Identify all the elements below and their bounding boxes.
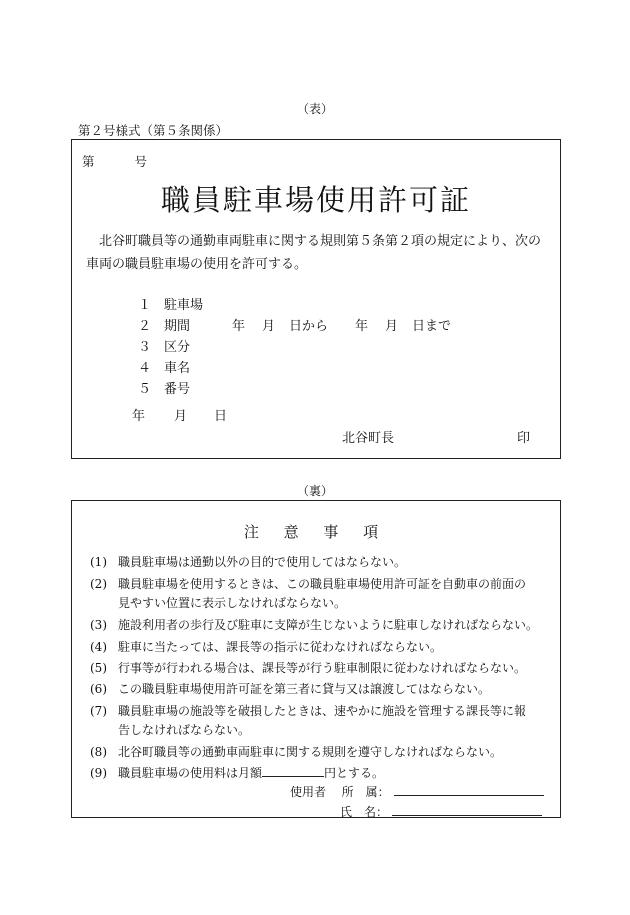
item-parking-lot: [138, 294, 203, 313]
note-item: [90, 553, 550, 572]
note-number: (2): [90, 577, 107, 591]
item-vehicle-name: [138, 357, 190, 376]
seal-mark: 印: [517, 431, 531, 446]
issue-date-year: 年: [132, 409, 146, 424]
permit-number-go: 号: [134, 154, 148, 169]
name-blank: [392, 805, 542, 816]
back-side-label: （裏）: [296, 484, 333, 498]
period-start-year: 年: [232, 319, 246, 334]
period-end-year: 年: [355, 319, 369, 334]
item-category: [138, 336, 190, 355]
affiliation-blank: [394, 785, 544, 796]
item-number: ５: [138, 382, 152, 397]
issue-date-day: 日: [214, 409, 228, 424]
notes-back-box: [71, 500, 561, 818]
note-number: (5): [90, 661, 107, 675]
item-label: 番号: [164, 382, 191, 397]
item-label: 区分: [164, 340, 191, 355]
note-item: [90, 575, 550, 613]
note-item: [90, 616, 550, 635]
note-number: (9): [90, 766, 107, 780]
affiliation-label: 所 属：: [341, 785, 390, 799]
period-end-day: 日まで: [412, 319, 452, 334]
permit-number-dai: 第: [82, 154, 95, 169]
note-item: [90, 638, 550, 657]
note-item: [90, 764, 550, 783]
note-text: 職員駐車場の施設等を破損したときは、速やかに施設を管理する課長等に報: [118, 704, 527, 718]
permit-intro-text: 北谷町職員等の通勤車両駐車に関する規則第５条第２項の規定により、次の車両の職員駐車場の使用を許可する。: [86, 234, 542, 272]
note-number: (1): [90, 555, 107, 569]
user-label: 使用者: [290, 785, 327, 799]
note-number: (7): [90, 704, 107, 718]
item-label: 車名: [164, 361, 191, 376]
permit-title: 職員駐車場使用許可証: [160, 183, 471, 217]
period-start-month: 月: [262, 319, 276, 334]
note-text: 北谷町職員等の通勤車両駐車に関する規則を遵守しなければならない。: [118, 745, 503, 759]
item-label: 駐車場: [164, 298, 204, 313]
note-text: 行事等が行われる場合は、課長等が行う駐車制限に従わなければならない。: [118, 661, 527, 675]
note-text: 職員駐車場は通勤以外の目的で使用してはならない。: [118, 555, 407, 569]
affiliation-row: [290, 783, 544, 800]
note-text: この職員駐車場使用許可証を第三者に貸与又は譲渡してはならない。: [118, 682, 491, 696]
note-number: (8): [90, 745, 107, 759]
note-text: 駐車に当たっては、課長等の指示に従わなければならない。: [118, 640, 443, 654]
item-number: １: [138, 298, 152, 313]
note-number: (4): [90, 640, 107, 654]
period-end-month: 月: [385, 319, 399, 334]
fee-amount-blank: [262, 766, 324, 777]
issue-date-month: 月: [174, 409, 188, 424]
permit-number-line: [82, 152, 147, 170]
note-item: [90, 702, 550, 740]
item-label: 期間: [164, 319, 191, 334]
note-item: [90, 659, 550, 678]
note-text: 職員駐車場の使用料は月額: [118, 766, 263, 780]
item-period: [138, 315, 190, 334]
note-text-continued: 告しなければならない。: [118, 723, 251, 737]
note-text: 職員駐車場を使用するときは、この職員駐車場使用許可証を自動車の前面の: [118, 577, 527, 591]
item-plate-number: [138, 378, 190, 397]
form-number: 第２号様式（第５条関係）: [78, 123, 229, 138]
name-label: 氏 名：: [340, 805, 389, 819]
note-text: 施設利用者の歩行及び駐車に支障が生じないように駐車しなければならない。: [118, 618, 539, 632]
period-range: [232, 315, 562, 335]
note-item: [90, 743, 550, 762]
item-number: ２: [138, 319, 152, 334]
note-text-continued: 見やすい位置に表示しなければならない。: [118, 596, 347, 610]
permit-front-box: [71, 139, 561, 459]
note-text-after: 円とする。: [324, 766, 385, 780]
item-number: ４: [138, 361, 152, 376]
issuer-name: 北谷町長: [342, 431, 395, 446]
item-number: ３: [138, 340, 152, 355]
front-side-label: （表）: [296, 102, 333, 116]
name-row: [340, 803, 542, 820]
period-start-day: 日から: [289, 319, 329, 334]
note-number: (3): [90, 618, 107, 632]
note-number: (6): [90, 682, 107, 696]
note-item: [90, 680, 550, 699]
notes-title: 注 意 事 項: [243, 523, 389, 541]
